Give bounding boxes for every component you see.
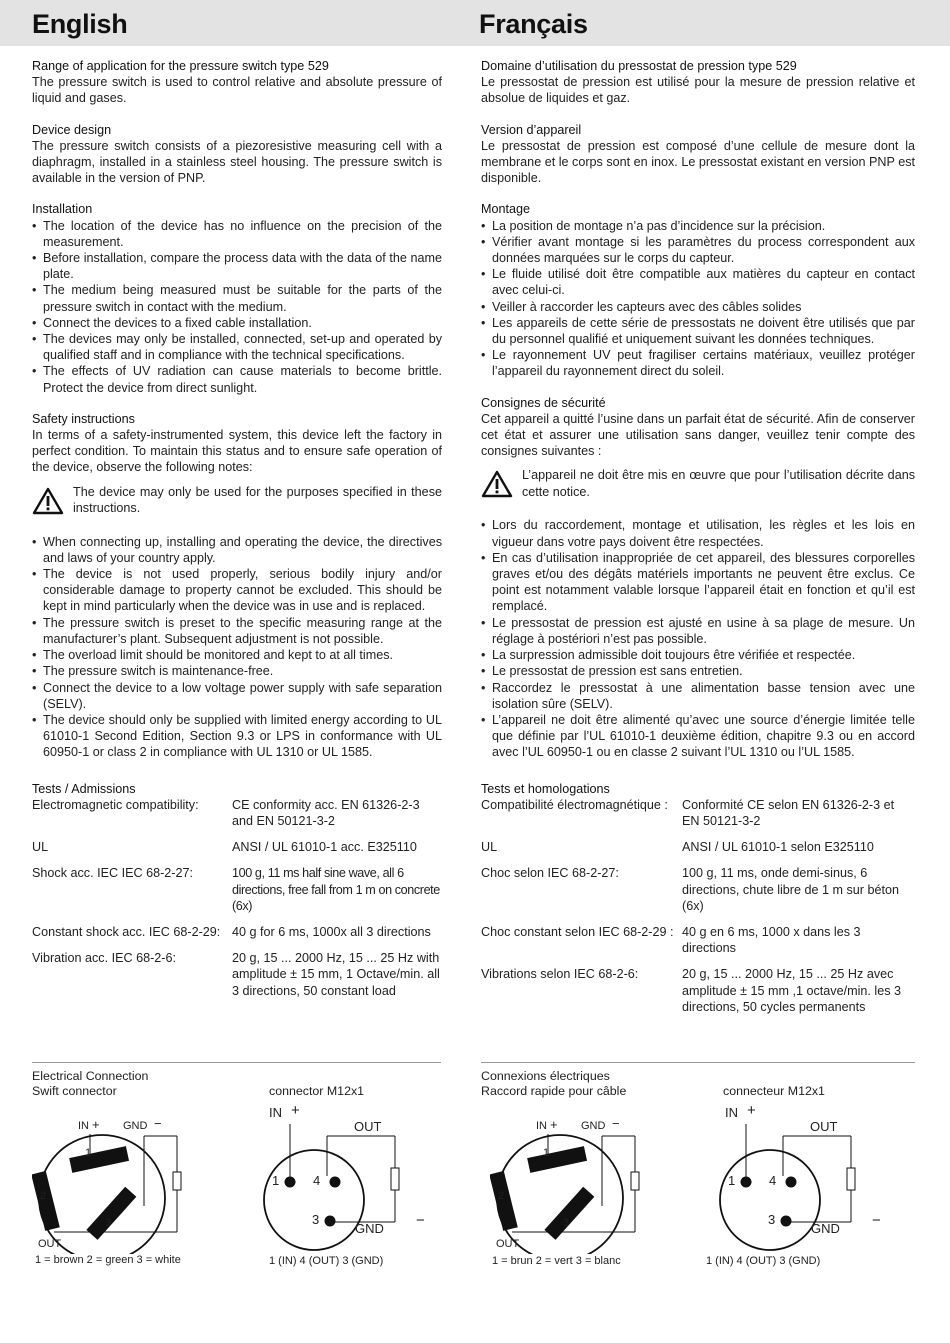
- m12-connector-label: connector M12x1: [269, 1084, 365, 1098]
- list-item: • The medium being measured must be suitable for the parts of the pressure switch in contact with the medium.: [32, 282, 442, 314]
- safety-list: [32, 534, 442, 761]
- safety-section: [32, 411, 442, 761]
- section-text: In terms of a safety-instrumented system, this device left the factory in perfect condition. To maintain this status and to ensure safe operation of the device, observe the following notes:: [32, 428, 442, 475]
- gnd-label: GND: [123, 1120, 148, 1132]
- pin-3-label: 3: [105, 1217, 112, 1229]
- gnd-label: GND: [355, 1221, 384, 1236]
- swift-connector-label: Raccord rapide pour câble: [481, 1084, 627, 1098]
- plus-label: +: [550, 1117, 558, 1132]
- table-row: [481, 966, 915, 1025]
- list-item: • The device is not used properly, serious bodily injury and/or considerable damage to property cannot be excluded. This should be kept in mind particularly when the device was in use and is replaced.: [32, 566, 442, 615]
- section-text: Le pressostat de pression est composé d’une cellule de mesure dont la membrane et le corps sont en inox. Le pressostat existant en version PNP est disponible.: [481, 138, 915, 186]
- minus-label: −: [416, 1212, 425, 1229]
- in-label: IN: [269, 1105, 282, 1120]
- list-item: • The pressure switch is maintenance-free.: [32, 663, 442, 679]
- table-row: [481, 839, 915, 865]
- test-value: 100 g, 11 ms, onde demi-sinus, 6 directions, chute libre de 1 m sur béton (6x): [682, 866, 900, 913]
- test-value: ANSI / UL 61010-1 selon E325110: [682, 840, 874, 855]
- m12-connector-drawing: [262, 1102, 442, 1252]
- list-item: • Le pressostat de pression est sans entretien.: [481, 663, 915, 679]
- list-item: • La surpression admissible doit toujours être vérifiée et respectée.: [481, 647, 915, 663]
- in-label: IN: [78, 1120, 89, 1132]
- test-value: 20 g, 15 ... 2000 Hz, 15 ... 25 Hz with amplitude ± 15 mm, 1 Octave/min. all 3 directions, 50 constant load: [232, 951, 440, 998]
- pin-1-label: 1: [543, 1147, 550, 1159]
- test-label: Electromagnetic compatibility:: [32, 797, 199, 812]
- pin-2-label: 2: [498, 1190, 505, 1202]
- list-item: • Le fluide utilisé doit être compatible aux matières du capteur en contact avec celui-ci.: [481, 266, 915, 298]
- range-section: [481, 58, 915, 107]
- tests-section: [481, 781, 915, 1025]
- test-value: Conformité CE selon EN 61326-2-3 et EN 50121-3-2: [682, 797, 895, 828]
- test-label: Vibrations selon IEC 68-2-6:: [481, 967, 639, 982]
- out-label: OUT: [496, 1238, 520, 1250]
- wire-color-legend: 1 = brun 2 = vert 3 = blanc: [492, 1255, 621, 1267]
- list-item: • Connect the devices to a fixed cable installation.: [32, 315, 442, 331]
- list-item: • The effects of UV radiation can cause materials to become brittle. Protect the device from direct sunlight.: [32, 363, 442, 395]
- electrical-connection-title: Electrical Connection: [32, 1069, 149, 1083]
- table-row: [32, 950, 442, 1009]
- test-label: Choc constant selon IEC 68-2-29 :: [481, 924, 674, 939]
- list-item: • Lors du raccordement, montage et utilisation, les règles et les lois en vigueur dans votre pays doivent être respectées.: [481, 517, 915, 549]
- section-text: Cet appareil a quitté l’usine dans un parfait état de sécurité. Afin de conserver cet état et assurer une utilisation sans danger, veuillez tenir compte des consignes suivantes :: [481, 411, 915, 459]
- out-label: OUT: [810, 1119, 838, 1134]
- swift-connector-drawing: [32, 1114, 202, 1254]
- in-label: IN: [725, 1105, 738, 1120]
- warning-text: The device may only be used for the purposes specified in these instructions.: [73, 484, 442, 515]
- list-item: • Les appareils de cette série de pressostats ne doivent être utilisés que par du personnel qualifié et uniquement suivant les données techniques.: [481, 315, 915, 347]
- list-item: • When connecting up, installing and operating the device, the directives and laws of your country apply.: [32, 534, 442, 566]
- swift-connector-drawing: [490, 1114, 660, 1254]
- page-header: [0, 0, 950, 46]
- divider: [481, 1062, 915, 1063]
- test-label: Constant shock acc. IEC 68-2-29:: [32, 924, 221, 939]
- list-item: • Before installation, compare the process data with the data of the name plate.: [32, 250, 442, 282]
- pin-3-label: 3: [563, 1217, 570, 1229]
- list-item: • Le rayonnement UV peut fragiliser certains matériaux, veuillez protéger l’appareil du rayonnement direct du soleil.: [481, 347, 915, 379]
- table-row: [32, 924, 442, 950]
- section-heading: Safety instructions: [32, 411, 135, 426]
- warning-note: [32, 484, 442, 518]
- list-item: • Veiller à raccorder les capteurs avec des câbles solides: [481, 299, 915, 315]
- warning-icon: [481, 470, 513, 498]
- table-row: [32, 797, 442, 839]
- minus-label: −: [154, 1116, 162, 1131]
- plus-label: +: [747, 1102, 756, 1119]
- pin-4-label: 4: [313, 1173, 321, 1188]
- test-value: CE conformity acc. EN 61326-2-3 and EN 50121-3-2: [232, 797, 420, 828]
- m12-connector-drawing: [718, 1102, 898, 1252]
- table-row: [481, 924, 915, 966]
- english-title: English: [32, 9, 128, 39]
- list-item: • Raccordez le pressostat à une alimentation basse tension avec une isolation sûre (SELV).: [481, 680, 915, 712]
- table-row: [481, 797, 915, 839]
- french-column: [481, 58, 915, 1040]
- tests-table: [32, 797, 442, 1009]
- installation-list: [481, 218, 915, 380]
- safety-section: [481, 395, 915, 761]
- section-heading: Tests et homologations: [481, 781, 610, 796]
- device-design-section: [481, 122, 915, 187]
- gnd-label: GND: [581, 1120, 606, 1132]
- wire-color-legend: 1 = brown 2 = green 3 = white: [35, 1254, 181, 1266]
- table-row: [32, 865, 442, 924]
- gnd-label: GND: [811, 1221, 840, 1236]
- test-label: Compatibilité électromagnétique :: [481, 797, 668, 812]
- range-section: [32, 58, 442, 107]
- swift-connector-label: Swift connector: [32, 1084, 117, 1098]
- out-label: OUT: [38, 1238, 62, 1250]
- device-design-section: [32, 122, 442, 187]
- swift-connector-diagram: [490, 1114, 660, 1254]
- list-item: • The devices may only be installed, connected, set-up and operated by qualified staff and in compliance with the technical specifications.: [32, 331, 442, 363]
- warning-icon: [32, 487, 64, 515]
- installation-list: [32, 218, 442, 396]
- section-heading: Range of application for the pressure switch type 529: [32, 59, 329, 73]
- test-label: Choc selon IEC 68-2-27:: [481, 866, 619, 881]
- section-heading: Device design: [32, 122, 112, 137]
- test-value: 20 g, 15 ... 2000 Hz, 15 ... 25 Hz avec amplitude ± 15 mm ,1 octave/min. les 3 directions, 50 cycles permanents: [682, 967, 902, 1014]
- english-column: [32, 58, 442, 1024]
- list-item: • The overload limit should be monitored and kept to at all times.: [32, 647, 442, 663]
- m12-connector-label: connecteur M12x1: [723, 1084, 825, 1098]
- tests-section: [32, 781, 442, 1009]
- pin-1-label: 1: [85, 1147, 92, 1159]
- section-text: The pressure switch consists of a piezoresistive measuring cell with a diaphragm, installed in a stainless steel housing. The pressure switch is available in the version of PNP.: [32, 138, 442, 186]
- section-heading: Installation: [32, 202, 93, 217]
- plus-label: +: [92, 1117, 100, 1132]
- installation-section: [32, 201, 442, 395]
- tests-table: [481, 797, 915, 1025]
- french-title: Français: [479, 9, 588, 39]
- plus-label: +: [291, 1102, 300, 1119]
- swift-connector-diagram: [32, 1114, 202, 1254]
- list-item: • The pressure switch is preset to the specific measuring range at the manufacturer’s plant. Subsequent adjustment is not possible.: [32, 615, 442, 647]
- warning-text: L’appareil ne doit être mis en œuvre que pour l’utilisation décrite dans cette notice.: [522, 468, 915, 499]
- warning-note: [481, 467, 915, 501]
- list-item: • Vérifier avant montage si les paramètres du process correspondent aux données marquées sur le corps du capteur.: [481, 234, 915, 266]
- table-row: [32, 839, 442, 865]
- test-value: 40 g for 6 ms, 1000x all 3 directions: [232, 924, 431, 939]
- section-heading: Montage: [481, 202, 531, 217]
- m12-connector-diagram: [262, 1102, 442, 1252]
- test-label: Shock acc. IEC IEC 68-2-27:: [32, 866, 193, 881]
- pin-4-label: 4: [769, 1173, 777, 1188]
- list-item: • Connect the device to a low voltage power supply with safe separation (SELV).: [32, 680, 442, 712]
- electrical-connection-area: [0, 1062, 950, 1282]
- m12-pin-legend: 1 (IN) 4 (OUT) 3 (GND): [706, 1255, 821, 1267]
- divider: [32, 1062, 441, 1063]
- test-label: UL: [32, 840, 49, 855]
- pin-2-label: 2: [40, 1190, 47, 1202]
- installation-section: [481, 201, 915, 379]
- section-text: Le pressostat de pression est utilisé pour la mesure de pression relative et absolue de liquides et gaz.: [481, 75, 915, 106]
- list-item: • The device should only be supplied with limited energy according to UL 61010-1 Second Edition, Section 9.3 or LPS in conformance with UL 60950-1 or class 2 in compliance with UL 1310 or UL 1585.: [32, 712, 442, 761]
- minus-label: −: [612, 1116, 620, 1131]
- test-value: 40 g en 6 ms, 1000 x dans les 3 directions: [682, 924, 861, 956]
- list-item: • La position de montage n’a pas d’incidence sur la précision.: [481, 218, 915, 234]
- list-item: • Le pressostat de pression est ajusté en usine à sa plage de mesure. Un réglage à postériori n’est pas possible.: [481, 615, 915, 647]
- test-label: UL: [481, 840, 498, 855]
- table-row: [481, 865, 915, 924]
- m12-connector-diagram: [718, 1102, 898, 1252]
- section-heading: Version d’appareil: [481, 122, 582, 137]
- pin-1-label: 1: [272, 1173, 280, 1188]
- section-heading: Consignes de sécurité: [481, 395, 606, 410]
- electrical-connection-title: Connexions électriques: [481, 1069, 610, 1083]
- test-value: ANSI / UL 61010-1 acc. E325110: [232, 840, 417, 855]
- list-item: • The location of the device has no influence on the precision of the measurement.: [32, 218, 442, 250]
- out-label: OUT: [354, 1119, 382, 1134]
- section-heading: Tests / Admissions: [32, 781, 136, 796]
- section-text: The pressure switch is used to control relative and absolute pressure of liquid and gases.: [32, 75, 442, 106]
- in-label: IN: [536, 1120, 547, 1132]
- safety-list: [481, 517, 915, 760]
- test-label: Vibration acc. IEC 68-2-6:: [32, 951, 176, 966]
- m12-pin-legend: 1 (IN) 4 (OUT) 3 (GND): [269, 1255, 384, 1267]
- pin-3-label: 3: [312, 1212, 320, 1227]
- list-item: • En cas d’utilisation inappropriée de cet appareil, des blessures corporelles graves et/ou des dégâts matériels importants ne peuvent être exclus. Ce point est notamment valable lorsque l’appareil était en fonction et qu’il est remplacé.: [481, 550, 915, 615]
- test-value: 100 g, 11 ms half sine wave, all 6 directions, free fall from 1 m on concrete (6x): [232, 866, 440, 913]
- minus-label: −: [872, 1212, 881, 1229]
- list-item: • L’appareil ne doit être alimenté qu’avec une source d’énergie limitée telle que définie par l’UL 61010-1 deuxième édition, chapitre 9.3 ou en accord avec l’UL 60950-1 ou en classe 2 suivant l’UL 1310 ou l’UL 1585.: [481, 712, 915, 761]
- section-heading: Domaine d’utilisation du pressostat de pression type 529: [481, 59, 797, 73]
- pin-1-label: 1: [728, 1173, 736, 1188]
- pin-3-label: 3: [768, 1212, 776, 1227]
